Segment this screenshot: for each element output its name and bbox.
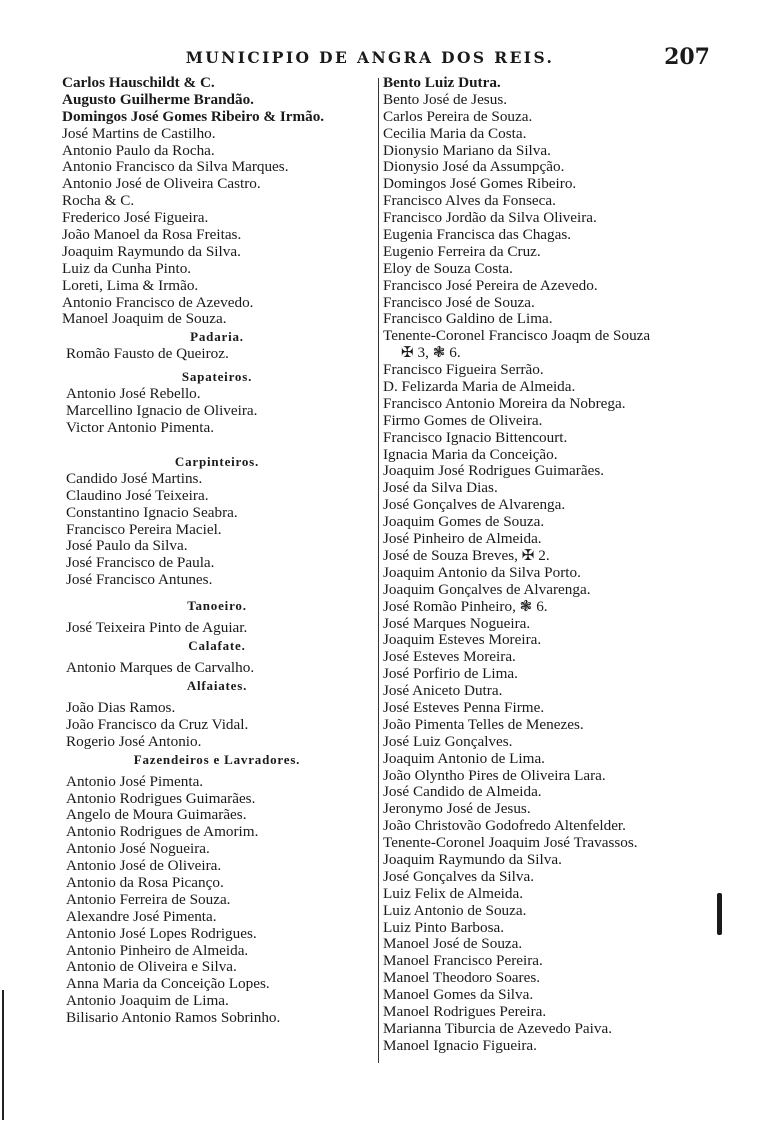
list-item: Marcellino Ignacio de Oliveira. [66, 402, 258, 420]
section-heading-tanoeiro: Tanoeiro. [187, 598, 247, 614]
list-item: Antonio da Rosa Picanço. [66, 873, 224, 891]
list-item: Jeronymo José de Jesus. [383, 800, 531, 818]
list-item: Antonio de Oliveira e Silva. [66, 958, 237, 976]
list-item: João Francisco da Cruz Vidal. [66, 715, 249, 733]
list-item: Dionysio José da Assumpção. [383, 158, 565, 176]
list-item: Bento José de Jesus. [383, 90, 508, 108]
list-item: José Aniceto Dutra. [383, 682, 503, 700]
section-heading-fazendeiros: Fazendeiros e Lavradores. [133, 751, 301, 767]
margin-scan-mark [2, 990, 4, 1120]
list-item: João Olyntho Pires de Oliveira Lara. [383, 766, 606, 784]
list-item: José Gonçalves de Alvarenga. [383, 496, 566, 514]
section-heading-calafate: Calafate. [188, 638, 246, 654]
list-item: Romão Fausto de Queiroz. [66, 345, 229, 363]
list-item: Francisco Ignacio Bittencourt. [383, 428, 568, 446]
list-item: Francisco José de Souza. [383, 293, 535, 311]
list-item: Firmo Gomes de Oliveira. [383, 411, 543, 429]
list-item: Antonio Francisco de Azevedo. [62, 293, 254, 311]
list-item: José Teixeira Pinto de Aguiar. [66, 619, 248, 637]
section-heading-sapateiros: Sapateiros. [181, 369, 253, 385]
page-header [150, 44, 710, 74]
list-item: Joaquim Esteves Moreira. [383, 631, 542, 649]
list-item: Antonio Joaquim de Lima. [66, 992, 229, 1010]
list-item: Rocha & C. [62, 192, 135, 210]
list-item: Antonio José de Oliveira. [66, 857, 222, 875]
section-heading-carpinteiros: Carpinteiros. [174, 453, 260, 469]
list-item: Manoel Theodoro Soares. [383, 969, 541, 987]
list-item: José da Silva Dias. [383, 479, 498, 497]
list-item: José Esteves Moreira. [383, 648, 516, 666]
list-item: José Marques Nogueira. [383, 614, 531, 632]
list-item: Antonio José Nogueira. [66, 840, 210, 858]
list-item: João Christovão Godofredo Altenfelder. [383, 817, 626, 835]
list-item: Carlos Pereira de Souza. [383, 107, 533, 125]
list-item: Ignacia Maria da Conceição. [383, 445, 558, 463]
list-item: Marianna Tiburcia de Azevedo Paiva. [383, 1019, 613, 1037]
list-item: Antonio Rodrigues de Amorim. [66, 823, 259, 841]
list-item: José Romão Pinheiro, ❃ 6. [383, 597, 548, 615]
list-item: Manoel Joaquim de Souza. [62, 310, 227, 328]
list-item: Alexandre José Pimenta. [66, 907, 217, 925]
list-item: José Esteves Penna Firme. [383, 698, 545, 716]
list-item: José Candido de Almeida. [383, 783, 542, 801]
list-item: Francisco Figueira Serrão. [383, 361, 544, 379]
list-item: Manoel Francisco Pereira. [383, 952, 543, 970]
list-item: Manoel José de Souza. [383, 935, 523, 953]
left-column [62, 75, 372, 1027]
list-item: Augusto Guilherme Brandão. [62, 90, 254, 108]
list-item: Joaquim José Rodrigues Guimarães. [383, 462, 605, 480]
list-item: José Luiz Gonçalves. [383, 732, 513, 750]
list-item: José Francisco Antunes. [66, 571, 213, 589]
list-item: José Gonçalves da Silva. [383, 867, 534, 885]
list-item: Antonio Rodrigues Guimarães. [66, 789, 256, 807]
list-item: Joaquim Gomes de Souza. [383, 513, 545, 531]
list-item: Francisco Jordão da Silva Oliveira. [383, 209, 597, 227]
merchants-list [62, 75, 372, 328]
list-item: Luiz da Cunha Pinto. [62, 259, 192, 277]
list-item: Francisco José Pereira de Azevedo. [383, 276, 598, 294]
list-item: Francisco Antonio Moreira da Nobrega. [383, 394, 626, 412]
list-item: José Paulo da Silva. [66, 537, 188, 555]
list-item: Tenente-Coronel Francisco Joaqm de Souza [383, 327, 651, 345]
list-item: Manoel Ignacio Figueira. [383, 1036, 537, 1054]
section-heading-padaria: Padaria. [190, 329, 244, 345]
list-item: José Porfirio de Lima. [383, 665, 518, 683]
list-item: Carlos Hauschildt & C. [62, 74, 215, 91]
list-item: Luiz Antonio de Souza. [383, 901, 527, 919]
list-item: Luiz Pinto Barbosa. [383, 918, 505, 936]
right-column [383, 75, 713, 1055]
column-divider [378, 78, 379, 1063]
list-item: José Francisco de Paula. [66, 554, 215, 572]
page-number: 207 [664, 44, 710, 70]
list-item: Eloy de Souza Costa. [383, 259, 513, 277]
list-item: Rogerio José Antonio. [66, 732, 202, 750]
list-item: Antonio Pinheiro de Almeida. [66, 941, 249, 959]
list-item: Claudino José Teixeira. [66, 486, 209, 504]
list-item: Antonio Marques de Carvalho. [66, 659, 255, 677]
list-item: Joaquim Gonçalves de Alvarenga. [383, 580, 591, 598]
list-item: Antonio Francisco da Silva Marques. [62, 158, 289, 176]
list-item-continuation: ✠ 3, ❃ 6. [401, 344, 461, 362]
list-item: Antonio Paulo da Rocha. [62, 141, 215, 159]
list-item: Dionysio Mariano da Silva. [383, 141, 551, 159]
list-item: Francisco Pereira Maciel. [66, 520, 222, 538]
list-item: João Manoel da Rosa Freitas. [62, 226, 242, 244]
list-item: Eugenio Ferreira da Cruz. [383, 242, 541, 260]
list-item: D. Felizarda Maria de Almeida. [383, 378, 576, 396]
section-heading-alfaiates: Alfaiates. [186, 677, 248, 693]
list-item: Francisco Galdino de Lima. [383, 310, 553, 328]
list-item: Domingos José Gomes Ribeiro & Irmão. [62, 107, 325, 125]
list-item: José Pinheiro de Almeida. [383, 530, 542, 548]
list-item: Angelo de Moura Guimarães. [66, 806, 247, 824]
list-item: João Dias Ramos. [66, 698, 176, 716]
list-item: Antonio José Pimenta. [66, 772, 204, 790]
list-item: Loreti, Lima & Irmão. [62, 276, 199, 294]
list-item: Manoel Gomes da Silva. [383, 986, 534, 1004]
list-item: Manoel Rodrigues Pereira. [383, 1002, 547, 1020]
list-item: José de Souza Breves, ✠ 2. [383, 546, 550, 564]
list-item: Joaquim Raymundo da Silva. [62, 242, 241, 260]
list-item: Anna Maria da Conceição Lopes. [66, 975, 270, 993]
list-item: Antonio José Rebello. [66, 385, 201, 403]
list-item: Antonio Ferreira de Souza. [66, 890, 231, 908]
list-item: Joaquim Antonio de Lima. [383, 749, 545, 767]
page-title: MUNICIPIO DE ANGRA DOS REIS. [185, 48, 555, 67]
list-item: Joaquim Antonio da Silva Porto. [383, 563, 581, 581]
list-item: Bento Luiz Dutra. [383, 74, 501, 91]
list-item: José Martins de Castilho. [62, 124, 216, 142]
list-item: Luiz Felix de Almeida. [383, 884, 524, 902]
list-item: Bilisario Antonio Ramos Sobrinho. [66, 1009, 281, 1027]
list-item: Victor Antonio Pimenta. [66, 419, 214, 437]
list-item: João Pimenta Telles de Menezes. [383, 715, 584, 733]
list-item: Cecilia Maria da Costa. [383, 124, 527, 142]
list-item: Antonio José Lopes Rodrigues. [66, 924, 257, 942]
list-item: Eugenia Francisca das Chagas. [383, 226, 572, 244]
list-item: Frederico José Figueira. [62, 209, 209, 227]
list-item: Antonio José de Oliveira Castro. [62, 175, 261, 193]
list-item: Francisco Alves da Fonseca. [383, 192, 556, 210]
list-item: Tenente-Coronel Joaquim José Travassos. [383, 834, 638, 852]
list-item: Domingos José Gomes Ribeiro. [383, 175, 577, 193]
list-item: Constantino Ignacio Seabra. [66, 503, 238, 521]
margin-ink-mark [717, 893, 722, 935]
list-item: Candido José Martins. [66, 469, 203, 487]
list-item: Joaquim Raymundo da Silva. [383, 850, 562, 868]
